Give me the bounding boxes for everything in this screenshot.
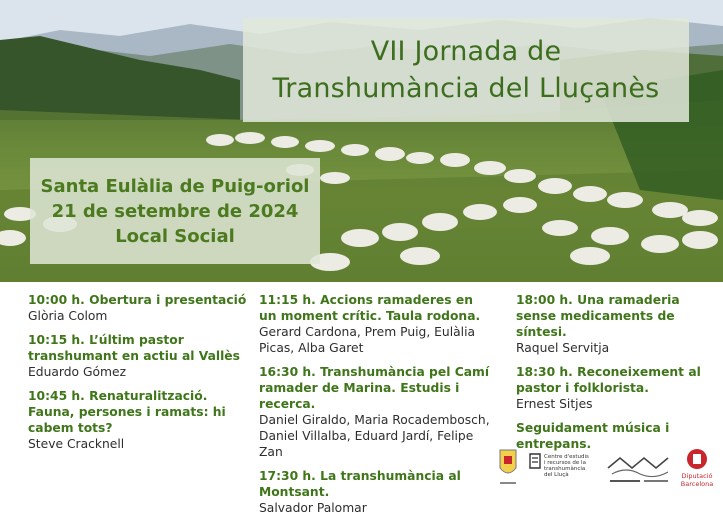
program-item [259, 292, 491, 356]
program-item-speaker: Daniel Giraldo, Maria Rocadembosch, Daniel Villalba, Eduard Jardí, Felipe Zan [259, 413, 490, 459]
sponsor-logos [490, 446, 716, 492]
program-item-title: 17:30 h. La transhumància al Montsant. [259, 469, 461, 499]
svg-text:Barcelona: Barcelona [680, 480, 714, 488]
program-item [516, 364, 716, 412]
program-item-speaker: Salvador Palomar [259, 501, 367, 515]
program-item-title: 10:00 h. Obertura i presentació [28, 293, 247, 307]
svg-text:del Lluçà: del Lluçà [544, 472, 569, 478]
event-title-line-1: VII Jornada de [370, 36, 562, 67]
program-item-speaker: Steve Cracknell [28, 437, 125, 451]
program-item-speaker: Eduardo Gómez [28, 365, 127, 379]
closing-note: Seguidament música i entrepans. [516, 421, 670, 451]
program-item-title: 10:45 h. Renaturalització. Fauna, persones i ramats: hi cabem tots? [28, 389, 226, 435]
svg-text:i recursos de la: i recursos de la [544, 460, 586, 466]
program-item-title: 16:30 h. Transhumància pel Camí ramader de Marina. Estudis i recerca. [259, 365, 490, 411]
program-item-title: 10:15 h. L’últim pastor transhumant en actiu al Vallès [28, 333, 240, 363]
program-item [28, 292, 250, 324]
svg-text:Diputació: Diputació [681, 472, 713, 480]
program-item-speaker: Glòria Colom [28, 309, 108, 323]
event-title-panel [243, 18, 689, 122]
program-item-speaker: Ernest Sitjes [516, 397, 593, 411]
event-venue: Local Social [115, 226, 235, 247]
svg-text:transhumància: transhumància [544, 466, 586, 472]
program-item [516, 292, 716, 356]
municipal-crest-logo [496, 446, 520, 492]
program-item [28, 388, 250, 452]
event-title-line-2: Transhumància del Lluçanès [272, 73, 660, 104]
program-item-speaker: Raquel Servitja [516, 341, 610, 355]
program-column-1 [28, 292, 250, 460]
program-item-speaker: Gerard Cardona, Prem Puig, Eulàlia Picas, Alba Garet [259, 325, 476, 355]
program-item-title: 11:15 h. Accions ramaderes en un moment crític. Taula rodona. [259, 293, 481, 323]
program-item [259, 468, 491, 516]
program-column-2 [259, 292, 491, 524]
centre-logo-text: Centre d'estudis [544, 454, 589, 460]
diputacio-barcelona-logo [678, 446, 716, 492]
cami-ramader-logo [606, 446, 672, 492]
program-item-title: 18:00 h. Una ramaderia sense medicaments de síntesi. [516, 293, 680, 339]
program-item [259, 364, 491, 460]
event-details-panel [30, 158, 320, 264]
event-date: 21 de setembre de 2024 [51, 201, 299, 222]
event-place: Santa Eulàlia de Puig-oriol [40, 176, 310, 197]
centre-transhumancia-logo [528, 446, 600, 492]
program-item [28, 332, 250, 380]
program-column-3 [516, 292, 716, 460]
program-item-title: 18:30 h. Reconeixement al pastor i folklorista. [516, 365, 701, 395]
